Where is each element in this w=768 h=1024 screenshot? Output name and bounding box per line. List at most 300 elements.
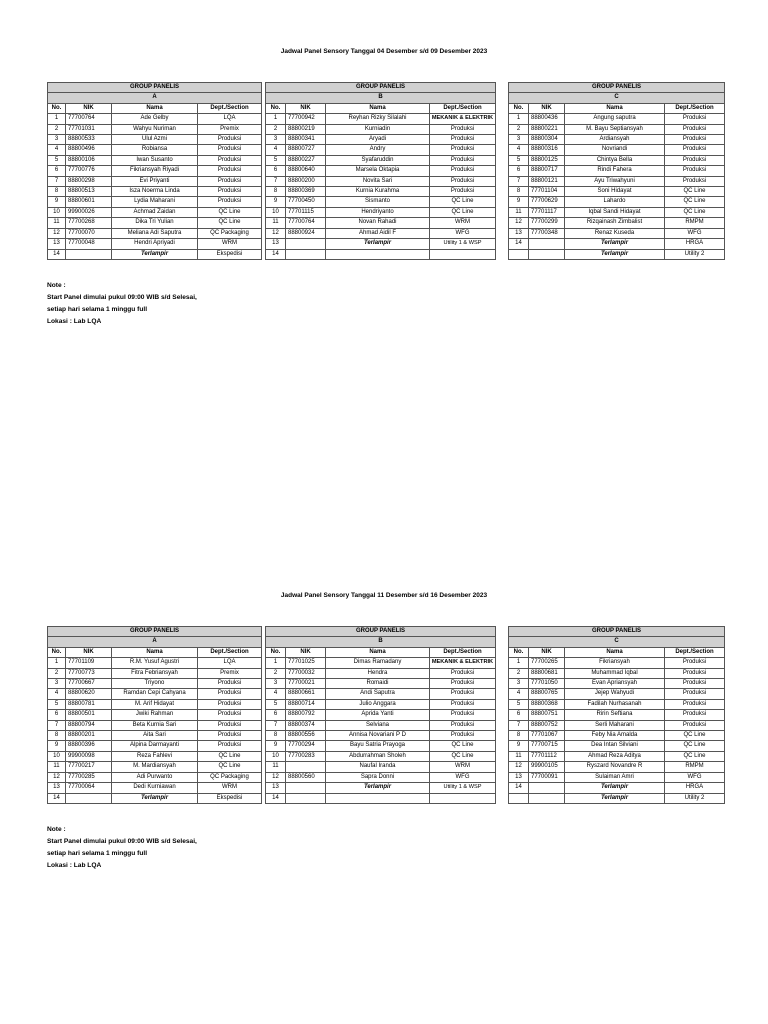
panel-table-a [47, 82, 262, 260]
row-number: 8 [48, 187, 66, 197]
table-row [509, 166, 725, 176]
row-dept: Produksi [430, 145, 496, 155]
row-nama: Ramdan Cepi Cahyana [112, 689, 198, 699]
table-row [509, 176, 725, 186]
row-dept: Produksi [665, 124, 725, 134]
row-number: 13 [509, 772, 529, 782]
col-dept-header: Dept./Section [198, 103, 262, 113]
row-dept: Produksi [430, 187, 496, 197]
row-dept: QC Line [665, 187, 725, 197]
row-nik: 77701109 [66, 658, 112, 668]
row-nama: Dika Tri Yulian [112, 218, 198, 228]
row-nik: 88800368 [529, 699, 565, 709]
group-letter: A [48, 637, 262, 647]
row-nama: Soni Hidayat [565, 187, 665, 197]
row-number: 5 [266, 155, 286, 165]
table-row [48, 783, 262, 793]
row-dept: Produksi [198, 720, 262, 730]
col-no-header: No. [48, 647, 66, 657]
row-nama: Beta Kurnia Sari [112, 720, 198, 730]
row-dept: WFG [665, 772, 725, 782]
table-row [48, 793, 262, 803]
row-nik: 77701112 [529, 751, 565, 761]
table-row [509, 197, 725, 207]
row-nik: 88800298 [66, 176, 112, 186]
row-nama: Evi Priyanti [112, 176, 198, 186]
row-nama: Isza Noerma Linda [112, 187, 198, 197]
group-header-row [266, 627, 496, 637]
row-nik: 77701031 [66, 124, 112, 134]
row-dept: HRGA [665, 239, 725, 249]
col-nama-header: Nama [112, 103, 198, 113]
row-nik: 88800924 [286, 228, 326, 238]
row-nama: Rindi Fahera [565, 166, 665, 176]
row-number: 7 [48, 720, 66, 730]
group-header: GROUP PANELIS [509, 83, 725, 93]
row-nik: 77700070 [66, 228, 112, 238]
table-row [509, 741, 725, 751]
row-nama: Reyhan Rizky Silalahi [326, 114, 430, 124]
row-number: 11 [266, 762, 286, 772]
row-dept: Produksi [430, 155, 496, 165]
row-nama: Triyono [112, 679, 198, 689]
row-number: 14 [48, 249, 66, 259]
row-nik: 88800601 [66, 197, 112, 207]
row-dept: Produksi [198, 731, 262, 741]
row-nama: Ade Gelby [112, 114, 198, 124]
row-dept: QC Packaging [198, 228, 262, 238]
row-nik: 77700776 [66, 166, 112, 176]
row-nama: Ahmad Aidil F [326, 228, 430, 238]
table-row [266, 239, 496, 249]
row-nama: Iwan Susanto [112, 155, 198, 165]
row-dept: QC Line [198, 762, 262, 772]
table-row [509, 249, 725, 259]
table-row [48, 731, 262, 741]
table-row [509, 207, 725, 217]
table-row [509, 793, 725, 803]
row-number [509, 793, 529, 803]
table-row [266, 783, 496, 793]
row-nik: 77700348 [529, 228, 565, 238]
row-number: 14 [266, 249, 286, 259]
row-nama: Ahmad Reza Aditya [565, 751, 665, 761]
table-row [509, 751, 725, 761]
row-dept: Produksi [198, 176, 262, 186]
row-dept: Produksi [430, 689, 496, 699]
row-dept: QC Line [665, 751, 725, 761]
table-row [509, 783, 725, 793]
row-dept: LQA [198, 114, 262, 124]
row-number: 7 [509, 176, 529, 186]
table-row [48, 762, 262, 772]
row-nama: Marsela Oktapia [326, 166, 430, 176]
row-number: 6 [509, 710, 529, 720]
row-number: 9 [266, 197, 286, 207]
table-row [509, 668, 725, 678]
row-number: 5 [509, 155, 529, 165]
row-nama: Chintya Bella [565, 155, 665, 165]
row-number: 2 [509, 668, 529, 678]
row-nama: Ryszard Novandre R [565, 762, 665, 772]
row-nik: 88800221 [529, 124, 565, 134]
row-nama: Rizqainash Zimbalist [565, 218, 665, 228]
row-number: 13 [48, 783, 66, 793]
row-dept: MEKANIK & ELEKTRIK [430, 114, 496, 124]
row-nik [286, 762, 326, 772]
row-nik: 88800513 [66, 187, 112, 197]
row-dept: Produksi [665, 689, 725, 699]
table-row [266, 720, 496, 730]
row-number: 12 [48, 228, 66, 238]
row-nama: Sapra Donni [326, 772, 430, 782]
row-dept: Produksi [665, 114, 725, 124]
table-row [509, 731, 725, 741]
row-nik: 77701050 [529, 679, 565, 689]
table-row [48, 135, 262, 145]
group-header: GROUP PANELIS [48, 83, 262, 93]
table-row [266, 668, 496, 678]
table-row [48, 720, 262, 730]
row-dept: Produksi [665, 668, 725, 678]
row-dept: QC Line [665, 197, 725, 207]
row-dept: Premix [198, 124, 262, 134]
row-dept: Produksi [430, 166, 496, 176]
row-dept: QC Line [198, 751, 262, 761]
row-nama: Ardiansyah [565, 135, 665, 145]
row-number: 8 [509, 187, 529, 197]
note-line-3: Lokasi : Lab LQA [47, 862, 102, 869]
col-dept-header: Dept./Section [430, 103, 496, 113]
table-row [48, 668, 262, 678]
col-no-header: No. [509, 103, 529, 113]
row-nik: 77700265 [529, 658, 565, 668]
row-nik: 77700064 [66, 783, 112, 793]
note-label: Note : [47, 826, 66, 833]
row-dept: QC Line [430, 741, 496, 751]
col-dept-header: Dept./Section [198, 647, 262, 657]
row-nik: 88800125 [529, 155, 565, 165]
row-dept [430, 793, 496, 803]
row-dept: Produksi [665, 699, 725, 709]
row-number: 9 [509, 197, 529, 207]
row-number: 1 [48, 658, 66, 668]
row-nik: 77700764 [66, 114, 112, 124]
note-block [47, 280, 197, 328]
row-nama: Fadilah Nurhasanah [565, 699, 665, 709]
col-nama-header: Nama [326, 103, 430, 113]
col-nama-header: Nama [565, 647, 665, 657]
row-nama: Selviana [326, 720, 430, 730]
table-row [48, 114, 262, 124]
row-nik: 77700048 [66, 239, 112, 249]
row-nama: Novriandi [565, 145, 665, 155]
row-number: 12 [509, 762, 529, 772]
row-nik: 77700450 [286, 197, 326, 207]
row-nama: Alpina Darmayanti [112, 741, 198, 751]
row-dept: Produksi [198, 197, 262, 207]
note-line-1: Start Panel dimulai pukul 09:00 WIB s/d Selesai, [47, 294, 197, 301]
schedule-title: Jadwal Panel Sensory Tanggal 04 Desember s/d 09 Desember 2023 [280, 48, 488, 55]
row-dept: Produksi [665, 145, 725, 155]
row-nik [66, 249, 112, 259]
group-header-row [48, 627, 262, 637]
row-nik: 77700021 [286, 679, 326, 689]
row-number: 10 [266, 207, 286, 217]
table-row [266, 658, 496, 668]
row-number: 1 [266, 658, 286, 668]
row-number: 10 [266, 751, 286, 761]
row-number: 11 [48, 218, 66, 228]
row-number: 11 [509, 751, 529, 761]
table-row [509, 145, 725, 155]
row-dept: WFG [430, 228, 496, 238]
table-row [509, 772, 725, 782]
table-row [266, 135, 496, 145]
row-nik: 99900026 [66, 207, 112, 217]
row-nama: Ulul Azmi [112, 135, 198, 145]
panel-table-b [265, 626, 496, 804]
row-dept: Utility 1 & WSP [430, 239, 496, 249]
row-number: 7 [48, 176, 66, 186]
table-row [509, 658, 725, 668]
table-row [509, 218, 725, 228]
row-nama: Bayu Satria Prayoga [326, 741, 430, 751]
row-nama: Evan Apriansyah [565, 679, 665, 689]
row-nama: Serli Maharani [565, 720, 665, 730]
row-nik: 88800396 [66, 741, 112, 751]
row-number: 5 [509, 699, 529, 709]
row-dept: WRM [430, 218, 496, 228]
row-dept: QC Line [430, 197, 496, 207]
table-row [48, 249, 262, 259]
row-nama: Terlampir [565, 783, 665, 793]
row-dept: Produksi [198, 699, 262, 709]
row-dept: Produksi [665, 658, 725, 668]
row-nik: 77701067 [529, 731, 565, 741]
row-number: 8 [266, 731, 286, 741]
group-letter-row [48, 93, 262, 103]
row-dept: Produksi [198, 155, 262, 165]
row-number: 14 [48, 793, 66, 803]
row-nik: 88800681 [529, 668, 565, 678]
table-row [266, 741, 496, 751]
group-header-row [509, 83, 725, 93]
table-row [48, 699, 262, 709]
row-dept: QC Packaging [198, 772, 262, 782]
table-row [509, 679, 725, 689]
group-letter-row [48, 637, 262, 647]
group-letter-row [509, 93, 725, 103]
row-nik: 88800374 [286, 720, 326, 730]
row-nik: 77700217 [66, 762, 112, 772]
row-nama: Angung saputra [565, 114, 665, 124]
table-row [48, 772, 262, 782]
row-nik: 88800219 [286, 124, 326, 134]
table-row [509, 187, 725, 197]
group-header-row [48, 83, 262, 93]
row-nama: M. Bayu Septiansyah [565, 124, 665, 134]
row-nik: 77701117 [529, 207, 565, 217]
row-number: 3 [509, 135, 529, 145]
row-number: 13 [266, 783, 286, 793]
note-line-1: Start Panel dimulai pukul 09:00 WIB s/d Selesai, [47, 838, 197, 845]
row-nama: Feby Nia Amalda [565, 731, 665, 741]
row-nama: Dea Intan Silviani [565, 741, 665, 751]
col-no-header: No. [509, 647, 529, 657]
table-row [266, 155, 496, 165]
table-row [509, 135, 725, 145]
row-nama: Dedi Kurniawan [112, 783, 198, 793]
table-row [266, 228, 496, 238]
row-number: 3 [48, 135, 66, 145]
row-number: 13 [48, 239, 66, 249]
table-row [509, 114, 725, 124]
row-dept: RMPM [665, 762, 725, 772]
row-number: 9 [509, 741, 529, 751]
row-dept: Produksi [198, 679, 262, 689]
row-nama: Romaidi [326, 679, 430, 689]
row-nama: Jwiki Rahman [112, 710, 198, 720]
row-dept: Utility 1 & WSP [430, 783, 496, 793]
row-number: 13 [509, 228, 529, 238]
row-dept: Produksi [430, 731, 496, 741]
row-number: 11 [266, 218, 286, 228]
table-row [509, 710, 725, 720]
row-nik: 88800533 [66, 135, 112, 145]
row-number: 7 [509, 720, 529, 730]
row-nama [326, 249, 430, 259]
row-nik: 77700294 [286, 741, 326, 751]
row-nik [529, 249, 565, 259]
row-nik: 88800727 [286, 145, 326, 155]
row-nik: 88800714 [286, 699, 326, 709]
row-dept: WFG [665, 228, 725, 238]
row-number: 10 [48, 207, 66, 217]
row-nama: Lydia Maharani [112, 197, 198, 207]
row-number: 12 [266, 228, 286, 238]
row-dept: Produksi [430, 176, 496, 186]
table-row [509, 228, 725, 238]
row-dept: Utility 2 [665, 793, 725, 803]
row-number: 8 [48, 731, 66, 741]
row-nik: 77700285 [66, 772, 112, 782]
row-nama: Sulaiman Amri [565, 772, 665, 782]
table-row [509, 239, 725, 249]
row-nama: Andi Saputra [326, 689, 430, 699]
row-nik: 88800227 [286, 155, 326, 165]
row-nik: 77700283 [286, 751, 326, 761]
table-row [48, 751, 262, 761]
row-nik [529, 783, 565, 793]
row-dept: Produksi [430, 135, 496, 145]
table-row [509, 155, 725, 165]
schedule-title: Jadwal Panel Sensory Tanggal 11 Desember s/d 16 Desember 2023 [280, 592, 488, 599]
group-header: GROUP PANELIS [48, 627, 262, 637]
col-dept-header: Dept./Section [665, 647, 725, 657]
row-nama: Iqbal Sandi Hidayat [565, 207, 665, 217]
table-row [48, 207, 262, 217]
row-nik [529, 239, 565, 249]
table-row [48, 741, 262, 751]
group-letter: A [48, 93, 262, 103]
row-dept: Produksi [430, 679, 496, 689]
row-nik: 88800620 [66, 689, 112, 699]
group-letter-row [509, 637, 725, 647]
row-nik: 77700773 [66, 668, 112, 678]
row-nama: M. Arif Hidayat [112, 699, 198, 709]
row-dept: QC Line [198, 207, 262, 217]
row-dept: Ekspedisi [198, 793, 262, 803]
note-line-2: setiap hari selama 1 minggu full [47, 850, 148, 857]
table-row [266, 751, 496, 761]
row-dept: Produksi [665, 679, 725, 689]
row-number: 3 [266, 135, 286, 145]
row-nik [529, 793, 565, 803]
row-number: 3 [266, 679, 286, 689]
row-nik: 88800661 [286, 689, 326, 699]
row-nama: Aprida Yanti [326, 710, 430, 720]
column-header-row [509, 103, 725, 113]
row-number: 4 [509, 689, 529, 699]
row-nama: Dimas Ramadany [326, 658, 430, 668]
group-header: GROUP PANELIS [509, 627, 725, 637]
table-row [509, 720, 725, 730]
row-nik: 77701025 [286, 658, 326, 668]
row-dept: Produksi [198, 689, 262, 699]
row-dept: QC Line [198, 218, 262, 228]
col-nik-header: NIK [286, 647, 326, 657]
row-number [509, 249, 529, 259]
row-nik: 88800501 [66, 710, 112, 720]
row-number: 2 [266, 124, 286, 134]
col-nik-header: NIK [66, 647, 112, 657]
table-row [266, 166, 496, 176]
table-row [48, 124, 262, 134]
row-nama: Muhammad Iqbal [565, 668, 665, 678]
row-dept: WFG [430, 772, 496, 782]
row-nik: 88800781 [66, 699, 112, 709]
table-row [266, 197, 496, 207]
row-number: 7 [266, 176, 286, 186]
row-number: 9 [48, 197, 66, 207]
row-number: 7 [266, 720, 286, 730]
table-row [266, 793, 496, 803]
table-row [48, 710, 262, 720]
row-nama: Terlampir [565, 793, 665, 803]
col-dept-header: Dept./Section [665, 103, 725, 113]
column-header-row [266, 647, 496, 657]
row-nik: 77700091 [529, 772, 565, 782]
row-nik [66, 793, 112, 803]
row-dept: Produksi [430, 710, 496, 720]
panel-table-c [508, 626, 725, 804]
row-dept: Ekspedisi [198, 249, 262, 259]
table-row [48, 658, 262, 668]
col-nik-header: NIK [529, 103, 565, 113]
column-header-row [509, 647, 725, 657]
row-nik: 77700629 [529, 197, 565, 207]
row-number: 6 [266, 710, 286, 720]
row-nama: Naufal Iranda [326, 762, 430, 772]
row-nik: 88800794 [66, 720, 112, 730]
row-number: 4 [48, 145, 66, 155]
note-line-3: Lokasi : Lab LQA [47, 318, 102, 325]
row-number: 4 [48, 689, 66, 699]
table-row [48, 166, 262, 176]
row-dept: QC Line [665, 207, 725, 217]
group-letter: C [509, 637, 725, 647]
